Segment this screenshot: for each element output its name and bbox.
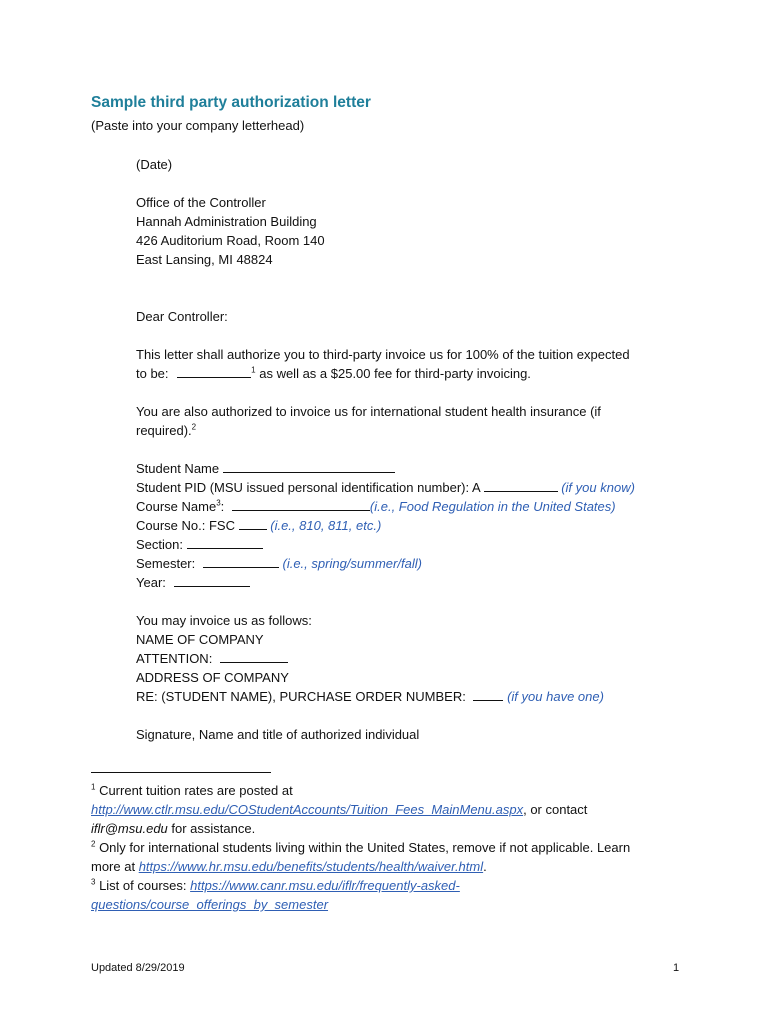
footnotes (91, 781, 691, 914)
attention-line (136, 649, 696, 668)
updated-date: Updated 8/29/2019 (91, 962, 185, 974)
purchase-order-label: RE: (STUDENT NAME), PURCHASE ORDER NUMBER: (136, 689, 466, 704)
letter-date: (Date) (136, 157, 173, 172)
year-blank[interactable] (174, 574, 250, 587)
course-name-line (136, 497, 696, 516)
pid-hint: (if you know) (561, 480, 635, 495)
greeting: Dear Controller: (136, 309, 228, 324)
footnote-3-cont (91, 895, 691, 914)
student-pid-blank[interactable] (484, 479, 558, 492)
course-no-blank[interactable] (239, 517, 267, 530)
footnote-text: Current tuition rates are posted at (95, 783, 293, 798)
course-no-hint: (i.e., 810, 811, etc.) (270, 518, 382, 533)
year-label: Year: (136, 575, 166, 590)
tuition-rates-link[interactable]: http://www.ctlr.msu.edu/COStudentAccounts/Tuition_Fees_MainMenu.aspx (91, 802, 524, 817)
address-line: Office of the Controller (136, 195, 266, 210)
footnote-text: , or contact (523, 802, 588, 817)
invoice-intro: You may invoice us as follows: (136, 613, 312, 628)
page-number: 1 (673, 962, 680, 974)
footnote-3 (91, 876, 691, 895)
signature-line: Signature, Name and title of authorized individual (136, 727, 420, 742)
student-name-label: Student Name (136, 461, 220, 476)
footnote-ref: 2 (191, 422, 197, 432)
letter-body (136, 155, 696, 744)
paragraph-authorization-line1: This letter shall authorize you to third-party invoice us for 100% of the tuition expected (136, 347, 630, 362)
footnote-text: more at (91, 859, 139, 874)
semester-label: Semester: (136, 556, 196, 571)
section-line (136, 535, 696, 554)
course-no-line (136, 516, 696, 535)
footnote-text: Only for international students living within the United States, remove if not applicable. Learn (95, 840, 631, 855)
purchase-order-hint: (if you have one) (507, 689, 604, 704)
company-address: ADDRESS OF COMPANY (136, 670, 289, 685)
fee-text: as well as a $25.00 fee for third-party invoicing. (255, 366, 531, 381)
company-name: NAME OF COMPANY (136, 632, 264, 647)
course-name-colon: : (220, 499, 225, 514)
section-label: Section: (136, 537, 183, 552)
footnote-1-cont (91, 800, 691, 819)
required-text: required). (136, 423, 192, 438)
course-list-link[interactable]: https://www.canr.msu.edu/iflr/frequently-asked- (190, 878, 460, 893)
footnote-ref: 1 (251, 365, 256, 375)
semester-hint: (i.e., spring/summer/fall) (282, 556, 422, 571)
recipient-address (136, 193, 696, 269)
footnote-number: 3 (91, 877, 96, 887)
footnote-number: 2 (91, 839, 96, 849)
address-line: Hannah Administration Building (136, 214, 317, 229)
course-name-blank[interactable] (232, 498, 370, 511)
year-line (136, 573, 696, 592)
footnote-text: . (483, 859, 487, 874)
footnote-2-cont (91, 857, 691, 876)
tuition-blank[interactable] (177, 365, 251, 378)
footnote-2 (91, 838, 691, 857)
student-name-blank[interactable] (223, 460, 395, 473)
footnote-1 (91, 781, 691, 800)
section-blank[interactable] (187, 536, 263, 549)
student-pid-label: Student PID (MSU issued personal identification number): A (136, 480, 480, 495)
contact-email[interactable]: iflr@msu.edu (91, 821, 168, 836)
health-waiver-link[interactable]: https://www.hr.msu.edu/benefits/students/health/waiver.html (138, 859, 484, 874)
address-line: East Lansing, MI 48824 (136, 252, 273, 267)
attention-label: ATTENTION: (136, 651, 213, 666)
document-title: Sample third party authorization letter (91, 94, 371, 111)
address-line: 426 Auditorium Road, Room 140 (136, 233, 325, 248)
paragraph-authorization-line2 (136, 364, 696, 383)
footnote-text: List of courses: (95, 878, 191, 893)
tuition-label: to be: (136, 366, 169, 381)
course-no-label: Course No.: FSC (136, 518, 235, 533)
footnote-text: for assistance. (167, 821, 256, 836)
document-subtitle: (Paste into your company letterhead) (91, 118, 305, 133)
footnote-1-end (91, 819, 691, 838)
footnote-ref: 3 (216, 498, 221, 508)
course-list-link-cont[interactable]: questions/course_offerings_by_semester (91, 897, 329, 912)
footnote-number: 1 (91, 782, 96, 792)
attention-blank[interactable] (220, 650, 288, 663)
paragraph-insurance-line2 (136, 421, 696, 440)
purchase-order-blank[interactable] (473, 688, 503, 701)
student-name-line (136, 459, 696, 478)
paragraph-insurance-line1: You are also authorized to invoice us for international student health insurance (if (136, 404, 601, 419)
course-name-label: Course Name (136, 499, 217, 514)
purchase-order-line (136, 687, 696, 706)
semester-line (136, 554, 696, 573)
footnote-divider (91, 772, 271, 773)
semester-blank[interactable] (203, 555, 279, 568)
student-pid-line (136, 478, 696, 497)
course-name-hint: (i.e., Food Regulation in the United States) (369, 499, 616, 514)
